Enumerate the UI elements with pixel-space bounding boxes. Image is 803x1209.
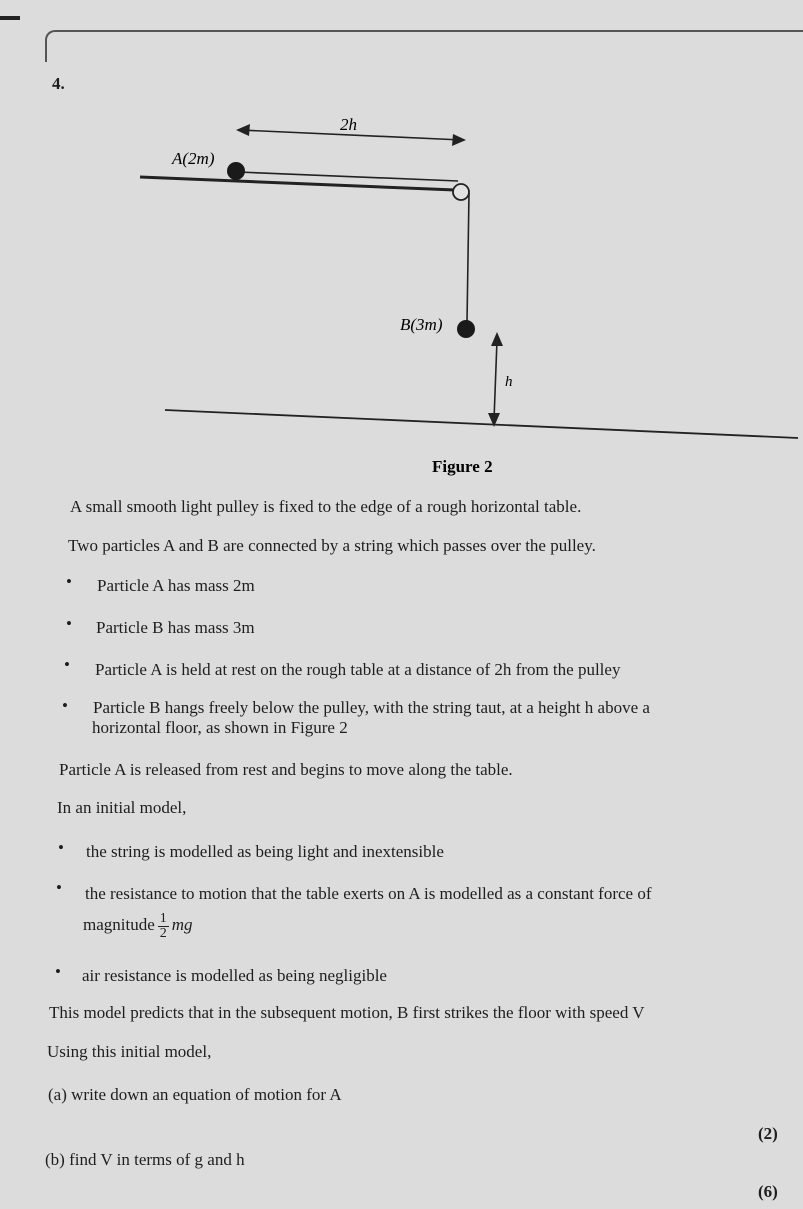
bullet-resistance-line1: the resistance to motion that the table exerts on A is modelled as a constant force of: [85, 884, 652, 903]
bullet-string-model: the string is modelled as being light and inextensible: [86, 842, 444, 861]
height-arrow-h: [494, 340, 497, 420]
mg-term: mg: [171, 915, 193, 934]
using-model-text: Using this initial model,: [47, 1042, 212, 1061]
fraction-numerator: 1: [159, 910, 167, 926]
label-a: A(2m): [172, 149, 215, 168]
arrowhead-up: [491, 332, 503, 346]
arrowhead-right: [452, 134, 466, 146]
intro-line-2: Two particles A and B are connected by a string which passes over the pulley.: [68, 536, 596, 555]
string-vertical: [467, 193, 469, 322]
bullet-marker: •: [64, 655, 70, 674]
question-number: 4.: [52, 74, 65, 93]
bullet-marker: •: [66, 572, 72, 591]
part-a-marks: (2): [758, 1124, 778, 1143]
part-b-label: (b): [45, 1150, 65, 1169]
part-b-marks: (6): [758, 1182, 778, 1201]
string-horizontal: [238, 172, 458, 181]
pulley: [453, 184, 469, 200]
bullet-air-resistance: air resistance is modelled as being negligible: [82, 966, 387, 985]
figure-caption: Figure 2: [432, 457, 493, 476]
bullet-marker: •: [56, 878, 62, 897]
prediction-text: This model predicts that in the subsequent motion, B first strikes the floor with speed V: [49, 1003, 645, 1022]
magnitude-label: magnitude: [83, 915, 155, 934]
bullet-marker: •: [58, 838, 64, 857]
label-b: B(3m): [400, 315, 443, 334]
one-half-fraction: [158, 912, 169, 941]
bullet-b-hangs-line1: Particle B hangs freely below the pulley, with the string taut, at a height h above a: [93, 698, 650, 717]
part-b-text: find V in terms of g and h: [69, 1150, 245, 1169]
bullet-mass-b: Particle B has mass 3m: [96, 618, 255, 637]
fraction-denominator: 2: [159, 925, 167, 941]
bullet-marker: •: [62, 696, 68, 715]
label-h: h: [505, 374, 513, 390]
bullet-marker: •: [55, 962, 61, 981]
part-a-label: (a): [48, 1085, 67, 1104]
bullet-b-hangs-line2: horizontal floor, as shown in Figure 2: [92, 718, 348, 737]
arrowhead-left: [236, 124, 250, 136]
bullet-marker: •: [66, 614, 72, 633]
particle-b: [457, 320, 475, 338]
part-a: [48, 1085, 342, 1105]
released-text: Particle A is released from rest and begins to move along the table.: [59, 760, 513, 779]
figure-2-diagram: [0, 0, 803, 480]
model-intro: In an initial model,: [57, 798, 187, 817]
intro-line-1: A small smooth light pulley is fixed to the edge of a rough horizontal table.: [70, 497, 582, 516]
part-a-text: write down an equation of motion for A: [71, 1085, 342, 1104]
bullet-a-position: Particle A is held at rest on the rough table at a distance of 2h from the pulley: [95, 660, 621, 679]
bullet-mass-a: Particle A has mass 2m: [97, 576, 255, 595]
label-2h: 2h: [340, 115, 357, 134]
floor: [165, 410, 798, 438]
bullet-resistance-line2: [83, 908, 193, 942]
part-b: [45, 1150, 245, 1170]
particle-a: [227, 162, 245, 180]
